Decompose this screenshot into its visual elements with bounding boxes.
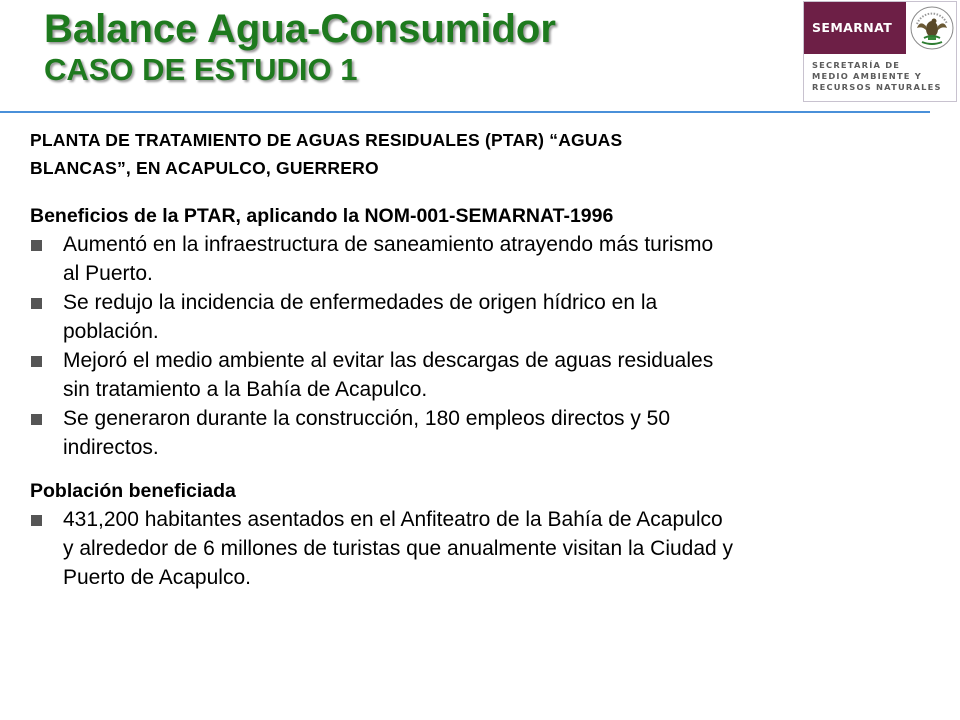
population-title: Población beneficiada [30, 480, 236, 502]
logo-subtitle [812, 60, 952, 93]
list-item-line: población. [63, 320, 159, 343]
benefits-list [30, 230, 930, 462]
slide-body [30, 126, 930, 592]
list-item-line: Se generaron durante la construcción, 180 empleos directos y 50 [63, 407, 671, 430]
header-divider [0, 111, 930, 113]
list-item-line: 431,200 habitantes asentados en el Anfiteatro de la Bahía de Acapulco [63, 508, 723, 531]
plant-heading [30, 126, 930, 182]
plant-heading-line-1: PLANTA DE TRATAMIENTO DE AGUAS RESIDUALES (PTAR) “AGUAS [30, 130, 623, 150]
slide-title: Balance Agua-Consumidor [44, 7, 556, 51]
list-item-line: Aumentó en la infraestructura de saneamiento atrayendo más turismo [63, 233, 714, 256]
logo-brand-band [804, 2, 906, 54]
list-item [30, 230, 930, 288]
list-item [30, 404, 930, 462]
list-item-line: Mejoró el medio ambiente al evitar las descargas de aguas residuales [63, 349, 714, 372]
title-block [44, 6, 556, 88]
logo-line-2: MEDIO AMBIENTE Y [812, 71, 922, 81]
list-item-line: al Puerto. [63, 262, 153, 285]
logo-brand-text: SEMARNAT [812, 20, 893, 35]
list-item-line: y alrededor de 6 millones de turistas que anualmente visitan la Ciudad y [63, 537, 734, 560]
logo-line-1: SECRETARÍA DE [812, 60, 901, 70]
population-list [30, 505, 930, 592]
benefits-title: Beneficios de la PTAR, aplicando la NOM-001-SEMARNAT-1996 [30, 205, 614, 227]
mexican-coat-of-arms-icon [908, 4, 956, 52]
semarnat-logo [803, 1, 957, 102]
list-item-line: Se redujo la incidencia de enfermedades de origen hídrico en la [63, 291, 658, 314]
list-item [30, 288, 930, 346]
list-item-line: indirectos. [63, 436, 159, 459]
slide-subtitle: CASO DE ESTUDIO 1 [44, 52, 358, 87]
list-item [30, 505, 930, 592]
list-item [30, 346, 930, 404]
logo-line-3: RECURSOS NATURALES [812, 82, 942, 92]
list-item-line: Puerto de Acapulco. [63, 566, 251, 589]
plant-heading-line-2: BLANCAS”, EN ACAPULCO, GUERRERO [30, 158, 379, 178]
list-item-line: sin tratamiento a la Bahía de Acapulco. [63, 378, 428, 401]
